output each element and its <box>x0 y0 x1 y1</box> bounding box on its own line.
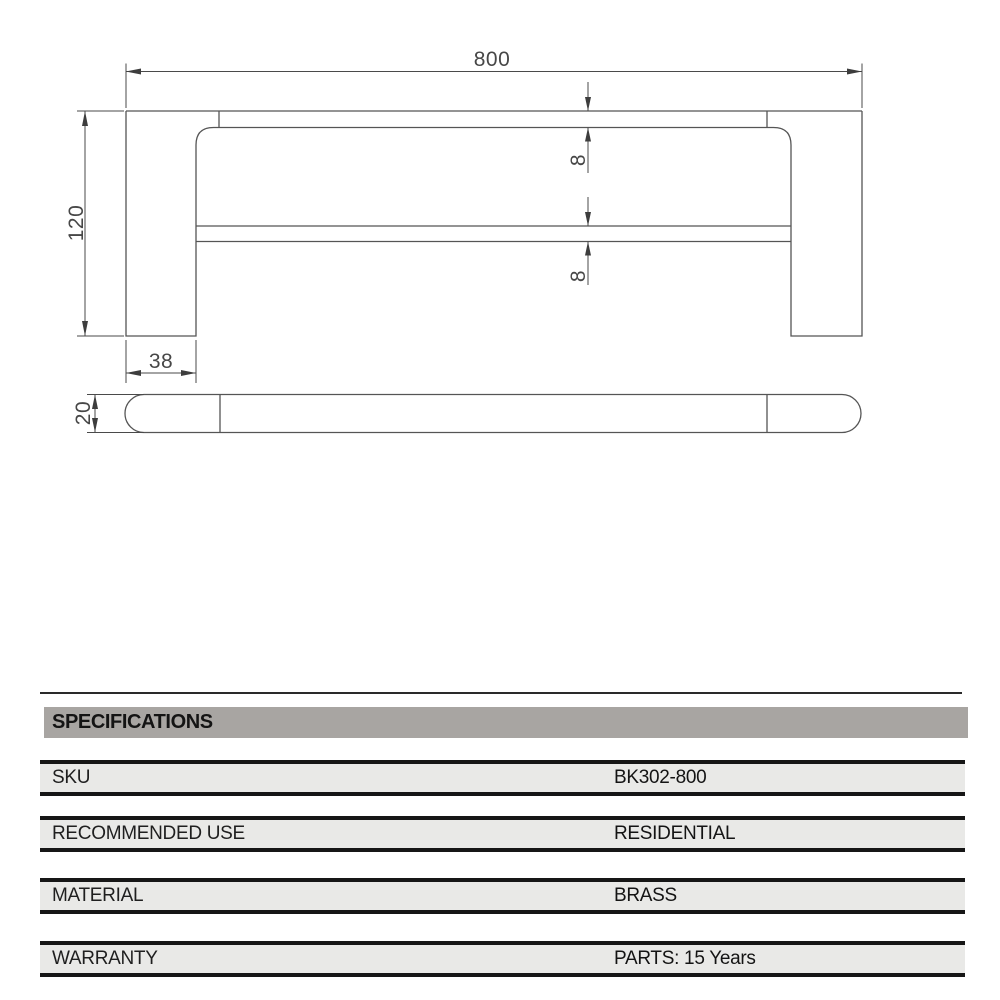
dim-120-label: 120 <box>65 204 88 242</box>
front-view-outline <box>126 111 862 336</box>
spec-label-recommended-use: RECOMMENDED USE <box>52 823 245 844</box>
dim-38-label: 38 <box>148 350 174 373</box>
dim-8-top-label: 8 <box>567 153 590 167</box>
towel-rail-technical-drawing <box>0 0 1000 480</box>
dimension-20 <box>72 395 144 433</box>
spec-value-warranty: PARTS: 15 Years <box>614 948 756 969</box>
spec-value-sku: BK302-800 <box>614 767 707 788</box>
dim-8-bottom-label: 8 <box>567 269 590 283</box>
dimension-800 <box>126 48 862 108</box>
dim-20-label: 20 <box>72 400 95 426</box>
dim-800-label: 800 <box>473 48 511 71</box>
spec-value-material: BRASS <box>614 885 677 906</box>
spec-row-material <box>40 878 965 914</box>
specifications-header: SPECIFICATIONS <box>44 707 968 738</box>
dimension-120 <box>65 111 124 336</box>
spec-label-warranty: WARRANTY <box>52 948 158 969</box>
spec-label-material: MATERIAL <box>52 885 144 906</box>
spec-row-recommended-use <box>40 816 965 852</box>
dimension-38 <box>126 340 196 383</box>
spec-row-sku <box>40 760 965 796</box>
table-top-rule <box>40 692 962 694</box>
plan-view-outline <box>125 395 861 433</box>
spec-label-sku: SKU <box>52 767 91 788</box>
spec-value-recommended-use: RESIDENTIAL <box>614 823 736 844</box>
spec-row-warranty <box>40 941 965 977</box>
